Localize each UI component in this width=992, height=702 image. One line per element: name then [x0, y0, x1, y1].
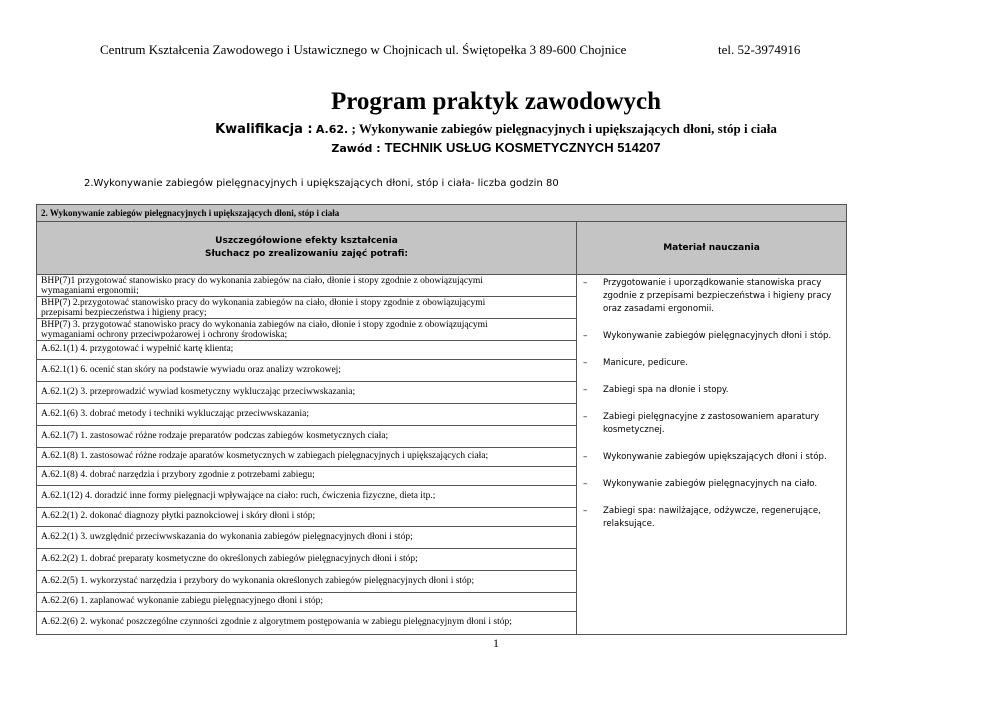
material-list — [577, 275, 846, 531]
effect-line: przepisami bezpieczeństwa i higieny pracy; — [41, 308, 207, 318]
effects-header-line2: Słuchacz po zrealizowaniu zajęć potrafi: — [204, 249, 409, 259]
effect-item: A.62.1(6) 3. dobrać metody i techniki wykluczając przeciwwskazania; — [37, 404, 576, 426]
qualification-line — [0, 121, 992, 137]
column-header-row — [37, 222, 847, 275]
section-title: 2. Wykonywanie zabiegów pielęgnacyjnych i upiększających dłoni, stóp i ciała — [37, 205, 847, 222]
effect-line: wymaganiami ochrony przeciwpożarowej i ochrony środowiska; — [41, 330, 288, 340]
effect-item: A.62.1(8) 1. zastosować różne rodzaje aparatów kosmetycznych w zabiegach pielęgnacyjnych i upiększających ciała; — [37, 448, 576, 467]
qualification-code: A.62. — [315, 123, 349, 136]
profession-label: Zawód : — [331, 142, 381, 155]
effects-cell — [37, 275, 577, 635]
qualification-text: ; Wykonywanie zabiegów pielęgnacyjnych i upiększających dłoni, stóp i ciała — [351, 121, 777, 136]
material-item: – Wykonywanie zabiegów pielęgnacyjnych dłoni i stóp. — [577, 330, 846, 343]
material-item: – Zabiegi spa na dłonie i stopy. — [577, 384, 846, 397]
effect-item — [37, 319, 576, 341]
organization-address: Centrum Kształcenia Zawodowego i Ustawicznego w Chojnicach ul. Świętopełka 3 89-600 Chojnice — [100, 42, 627, 57]
effect-line: BHP(7) 2.przygotować stanowisko pracy do wykonania zabiegów na ciało, dłonie i stopy zgodnie z obowiązującymi — [41, 298, 486, 308]
material-item: – Manicure, pedicure. — [577, 357, 846, 370]
effect-item: A.62.1(7) 1. zastosować różne rodzaje preparatów podczas zabiegów kosmetycznych ciała; — [37, 426, 576, 448]
profession-value: TECHNIK USŁUG KOSMETYCZNYCH 514207 — [384, 140, 661, 155]
material-cell — [577, 275, 847, 635]
material-item: – Wykonywanie zabiegów pielęgnacyjnych na ciało. — [577, 478, 846, 491]
effect-item: A.62.2(6) 2. wykonać poszczególne czynności zgodnie z algorytmem postępowania w zabiegu pielęgnacyjnym dłoni i stóp; — [41, 617, 512, 627]
effect-item: A.62.1(1) 4. przygotować i wypełnić kartę klienta; — [37, 341, 576, 360]
effect-item: A.62.1(1) 6. ocenić stan skóry na podstawie wywiadu oraz analizy wzrokowej; — [37, 360, 576, 382]
effect-line: wymaganiami ergonomii; — [41, 286, 139, 296]
section-header-row — [37, 205, 847, 222]
effect-line: BHP(7)1 przygotować stanowisko pracy do wykonania zabiegów na ciało, dłonie i stopy zgodnie z obowiązującymi — [41, 276, 483, 286]
effect-item: A.62.2(2) 1. dobrać preparaty kosmetyczne do określonych zabiegów pielęgnacyjnych dłoni i stóp; — [37, 549, 576, 571]
effect-item: A.62.2(5) 1. wykorzystać narzędzia i przybory do wykonania określonych zabiegów pielęgnacyjnych dłoni i stóp; — [37, 571, 576, 593]
phone-number: tel. 52-3974916 — [718, 42, 801, 57]
profession-line — [0, 139, 992, 157]
effect-line: BHP(7) 3. przygotować stanowisko pracy do wykonania zabiegów na ciało, dłonie i stopy zgodnie z obowiązującymi — [41, 320, 488, 330]
effect-item: A.62.1(8) 4. dobrać narzędzia i przybory zgodnie z potrzebami zabiegu; — [37, 467, 576, 486]
effects-column-header — [37, 222, 577, 275]
material-item: – Przygotowanie i uporządkowanie stanowiska pracy zgodnie z przepisami bezpieczeństwa i higieny pracy oraz zasadami ergonomii. — [577, 277, 846, 316]
intro-text: 2.Wykonywanie zabiegów pielęgnacyjnych i upiększających dłoni, stóp i ciała- liczba godzin 80 — [84, 178, 559, 189]
qualification-label: Kwalifikacja : — [215, 122, 313, 137]
content-row — [37, 275, 847, 635]
effect-item: A.62.2(1) 2. dokonać diagnozy płytki paznokciowej i skóry dłoni i stóp; — [37, 508, 576, 527]
page-number: 1 — [493, 636, 499, 650]
effect-item — [37, 275, 576, 297]
effect-item — [37, 297, 576, 319]
material-item: – Wykonywanie zabiegów upiększających dłoni i stóp. — [577, 451, 846, 464]
effect-item: A.62.1(12) 4. doradzić inne formy pielęgnacji wpływające na ciało: ruch, ćwiczenia fizyczne, dieta itp.; — [37, 486, 576, 508]
material-column-header: Materiał nauczania — [577, 222, 847, 275]
page-title: Program praktyk zawodowych — [330, 88, 662, 115]
effect-item: A.62.2(1) 3. uwzględnić przeciwwskazania do wykonania zabiegów pielęgnacyjnych dłoni i stóp; — [37, 527, 576, 549]
material-item: – Zabiegi pielęgnacyjne z zastosowaniem aparatury kosmetycznej. — [577, 411, 846, 437]
program-table — [36, 204, 847, 635]
effects-header-line1: Uszczegółowione efekty kształcenia — [215, 236, 398, 246]
material-item: – Zabiegi spa: nawilżające, odżywcze, regenerujące, relaksujące. — [577, 505, 846, 531]
effect-item: A.62.1(2) 3. przeprowadzić wywiad kosmetyczny wykluczając przeciwwskazania; — [37, 382, 576, 404]
effect-item: A.62.2(6) 1. zaplanować wykonanie zabiegu pielęgnacyjnego dłoni i stóp; — [37, 593, 576, 612]
